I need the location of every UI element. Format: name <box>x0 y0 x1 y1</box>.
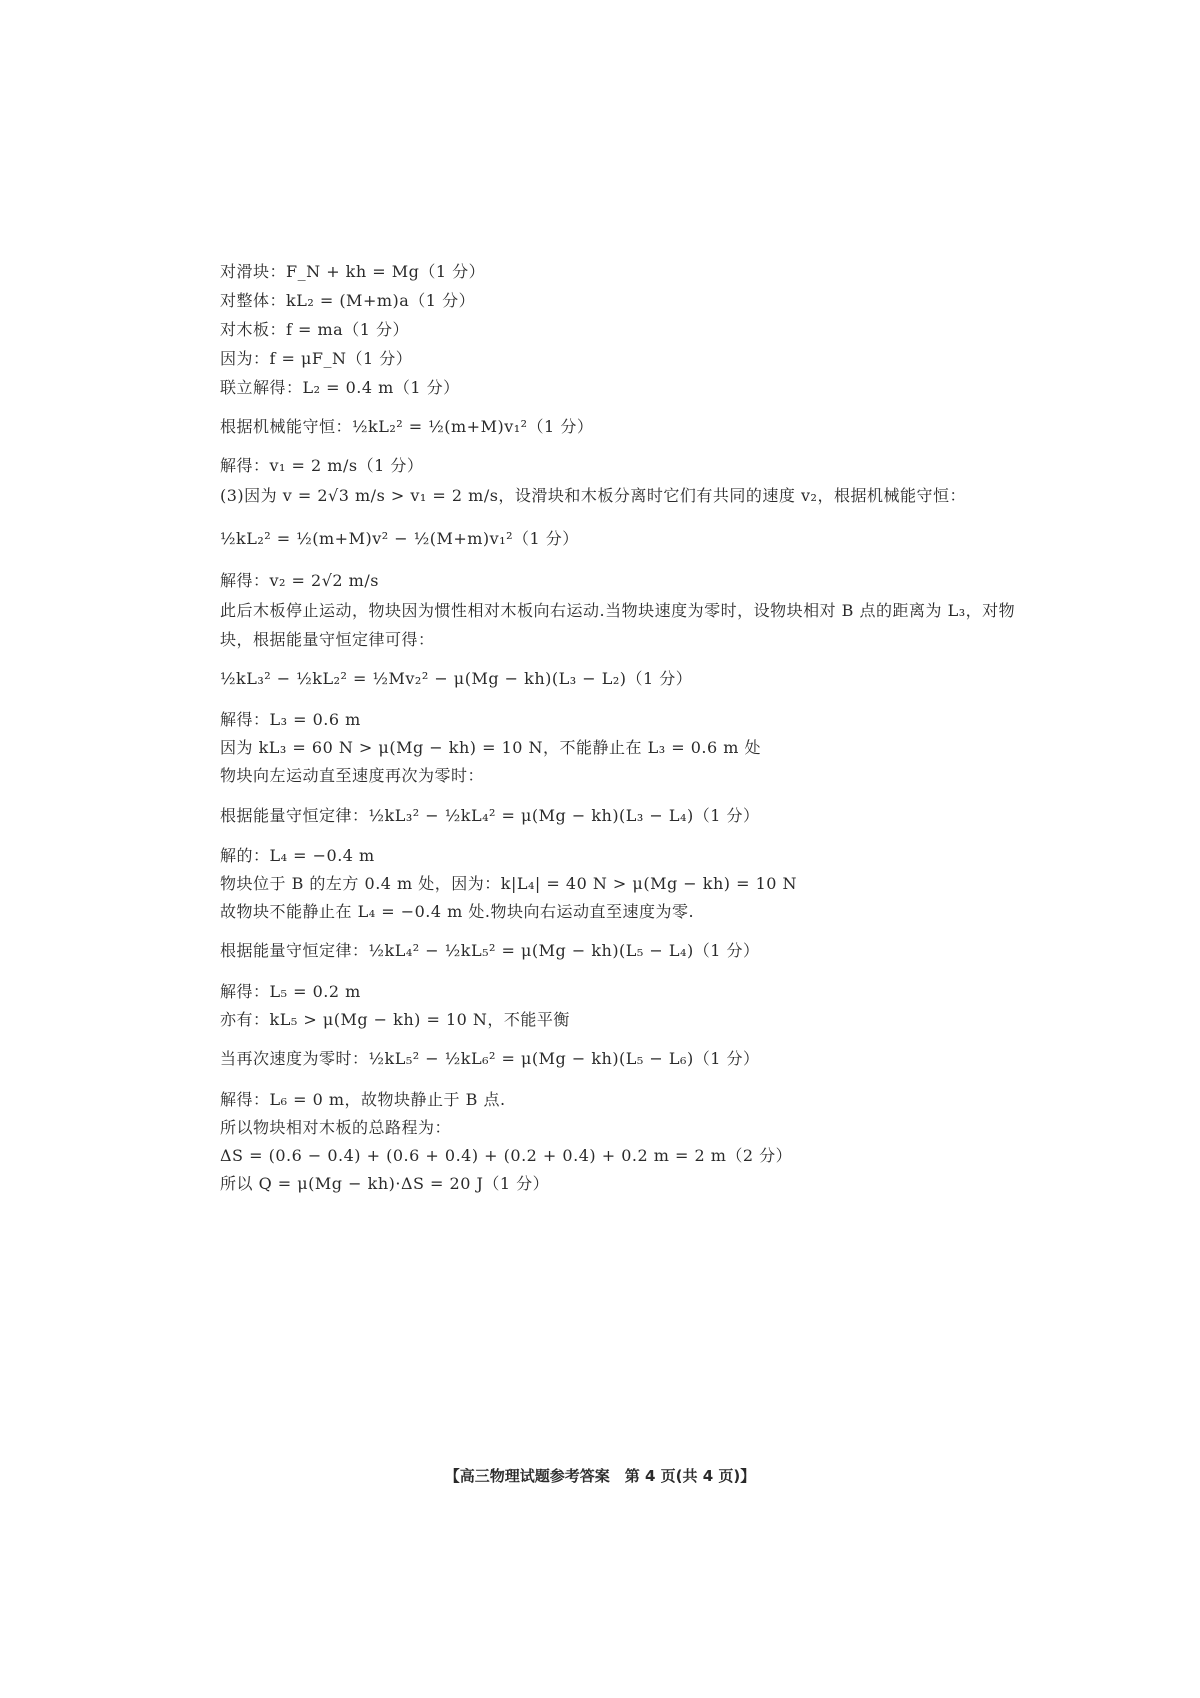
text-line-7: 解得：v₁ = 2 m/s（1 分） <box>220 456 424 475</box>
text-line-1: 对滑块：F_N + kh = Mg（1 分） <box>220 262 486 281</box>
text-line-4: 因为：f = μF_N（1 分） <box>220 349 413 368</box>
text-line-10: 解得：v₂ = 2√2 m/s <box>220 571 379 590</box>
text-line-26: 所以物块相对木板的总路程为： <box>220 1118 452 1137</box>
text-line-19: 物块位于 B 的左方 0.4 m 处，因为：k|L₄| = 40 N > μ(Mg − kh) = 10 N <box>220 874 798 893</box>
text-line-25: 解得：L₆ = 0 m，故物块静止于 B 点. <box>220 1090 506 1109</box>
text-line-28: 所以 Q = μ(Mg − kh)·ΔS = 20 J（1 分） <box>220 1174 550 1193</box>
text-line-14: 解得：L₃ = 0.6 m <box>220 710 361 729</box>
text-line-16: 物块向左运动直至速度再次为零时： <box>220 766 485 785</box>
text-line-15: 因为 kL₃ = 60 N > μ(Mg − kh) = 10 N，不能静止在 L₃ = 0.6 m 处 <box>220 738 762 757</box>
text-line-20: 故物块不能静止在 L₄ = −0.4 m 处.物块向右运动直至速度为零. <box>220 902 695 921</box>
text-line-6: 根据机械能守恒：½kL₂² = ½(m+M)v₁²（1 分） <box>220 417 594 436</box>
text-line-23: 亦有：kL₅ > μ(Mg − kh) = 10 N，不能平衡 <box>220 1010 570 1029</box>
text-line-13: ½kL₃² − ½kL₂² = ½Mv₂² − μ(Mg − kh)(L₃ − L₂)（1 分） <box>220 669 693 688</box>
text-line-21: 根据能量守恒定律：½kL₄² − ½kL₅² = μ(Mg − kh)(L₅ − L₄)（1 分） <box>220 941 760 960</box>
text-line-11: 此后木板停止运动，物块因为惯性相对木板向右运动.当物块速度为零时，设物块相对 B 点的距离为 L₃，对物 <box>220 601 1016 620</box>
text-line-3: 对木板：f = ma（1 分） <box>220 320 409 339</box>
text-line-27: ΔS = (0.6 − 0.4) + (0.6 + 0.4) + (0.2 + 0.4) + 0.2 m = 2 m（2 分） <box>220 1146 793 1165</box>
text-line-5: 联立解得：L₂ = 0.4 m（1 分） <box>220 378 460 397</box>
text-line-17: 根据能量守恒定律：½kL₃² − ½kL₄² = μ(Mg − kh)(L₃ − L₄)（1 分） <box>220 806 760 825</box>
text-line-24: 当再次速度为零时：½kL₅² − ½kL₆² = μ(Mg − kh)(L₅ − L₆)（1 分） <box>220 1049 760 1068</box>
page-footer: 【高三物理试题参考答案 第 4 页(共 4 页)】 <box>444 1467 756 1485</box>
text-line-22: 解得：L₅ = 0.2 m <box>220 982 361 1001</box>
text-line-18: 解的：L₄ = −0.4 m <box>220 846 375 865</box>
text-line-12: 块，根据能量守恒定律可得： <box>220 630 435 649</box>
text-line-8: (3)因为 v = 2√3 m/s > v₁ = 2 m/s，设滑块和木板分离时它们有共同的速度 v₂，根据机械能守恒： <box>220 486 966 505</box>
text-line-9: ½kL₂² = ½(m+M)v² − ½(M+m)v₁²（1 分） <box>220 529 579 548</box>
text-line-2: 对整体：kL₂ = (M+m)a（1 分） <box>220 291 476 310</box>
